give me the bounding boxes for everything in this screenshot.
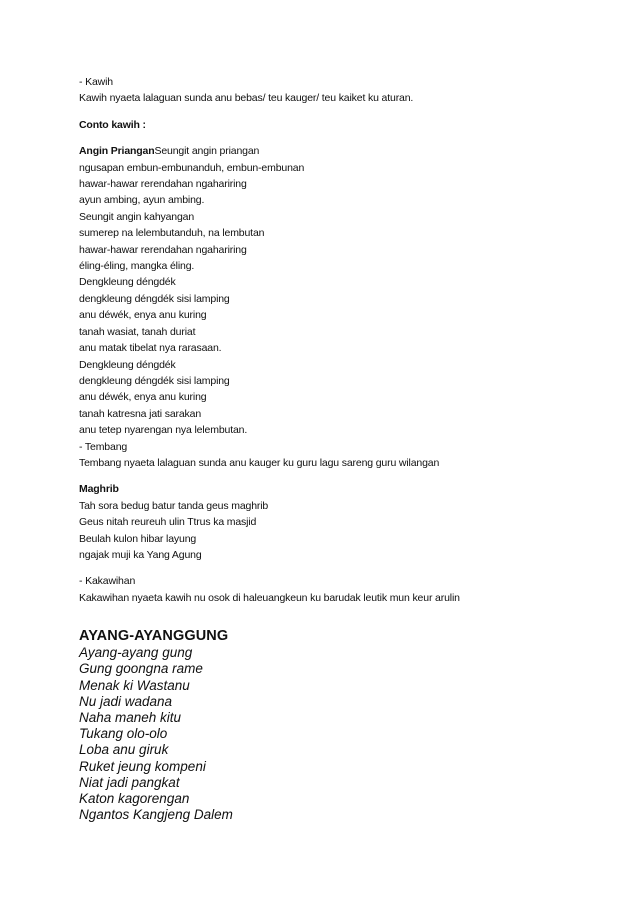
poem1-lines	[79, 160, 599, 439]
poem1-line: anu tetep nyarengan nya lelembutan.	[79, 424, 248, 437]
song-line: Loba anu giruk	[79, 742, 169, 758]
song-line: Nu jadi wadana	[79, 693, 173, 709]
poem1-line: hawar-hawar rerendahan ngahariring	[79, 178, 247, 191]
poem1-line: Dengkleung déngdék	[79, 358, 176, 371]
song-block	[79, 628, 599, 823]
poem2-line: Beulah kulon hibar layung	[79, 532, 197, 545]
poem1-title: Angin Priangan	[79, 145, 155, 158]
tembang-heading: - Tembang	[79, 440, 128, 453]
poem1-line: éling-éling, mangka éling.	[79, 260, 195, 273]
poem2-line: ngajak muji ka Yang Agung	[79, 548, 202, 561]
song-line: Ruket jeung kompeni	[79, 758, 206, 774]
song-line: Ayang-ayang gung	[79, 645, 193, 661]
poem1-line: Seungit angin priangan	[154, 145, 260, 158]
tembang-definition: Tembang nyaeta lalaguan sunda anu kauger ku guru lagu sareng guru wilangan	[79, 456, 440, 469]
kakawihan-heading: - Kakawihan	[79, 575, 136, 588]
poem1-line: Seungit angin kahyangan	[79, 210, 195, 223]
poem1-line: Dengkleung déngdék	[79, 276, 176, 289]
song-line: Katon kagorengan	[79, 791, 190, 807]
poem2-title: Maghrib	[79, 483, 119, 496]
song-line: Naha maneh kitu	[79, 710, 182, 725]
poem1-line: hawar-hawar rerendahan ngahariring	[79, 243, 247, 256]
poem2-line: Tah sora bedug batur tanda geus maghrib	[79, 499, 269, 512]
poem1-line: ngusapan embun-embunanduh, embun-embunan	[79, 161, 305, 174]
poem1-line: tanah katresna jati sarakan	[79, 407, 202, 420]
kawih-heading: - Kawih	[79, 76, 113, 88]
song-line: Gung goongna rame	[79, 661, 203, 677]
example-label: Conto kawih :	[79, 118, 146, 131]
poem2-line: Geus nitah reureuh ulin Ttrus ka masjid	[79, 516, 257, 529]
kawih-definition: Kawih nyaeta lalaguan sunda anu bebas/ teu kauger/ teu kaiket ku aturan.	[79, 92, 414, 105]
poem1-line: tanah wasiat, tanah duriat	[79, 325, 196, 338]
song-title: AYANG-AYANGGUNG	[79, 628, 229, 645]
poem1-first-line	[79, 143, 599, 159]
poem1-line: sumerep na lelembutanduh, na lembutan	[79, 227, 265, 240]
song-line: Niat jadi pangkat	[79, 774, 180, 790]
poem1-line: anu déwék, enya anu kuring	[79, 309, 207, 322]
poem2-lines	[79, 498, 599, 564]
song-line: Tukang olo-olo	[79, 726, 168, 742]
document-body	[79, 74, 599, 823]
song-line: Ngantos Kangjeng Dalem	[79, 807, 233, 823]
poem1-line: anu matak tibelat nya rarasaan.	[79, 342, 222, 355]
poem1-line: dengkleung déngdék sisi lamping	[79, 292, 230, 305]
kakawihan-definition: Kakawihan nyaeta kawih nu osok di haleuangkeun ku barudak leutik mun keur arulin	[79, 591, 460, 604]
poem1-line: anu déwék, enya anu kuring	[79, 391, 207, 404]
song-line: Menak ki Wastanu	[79, 677, 190, 693]
poem1-line: dengkleung déngdék sisi lamping	[79, 374, 230, 387]
poem1-line: ayun ambing, ayun ambing.	[79, 194, 205, 207]
